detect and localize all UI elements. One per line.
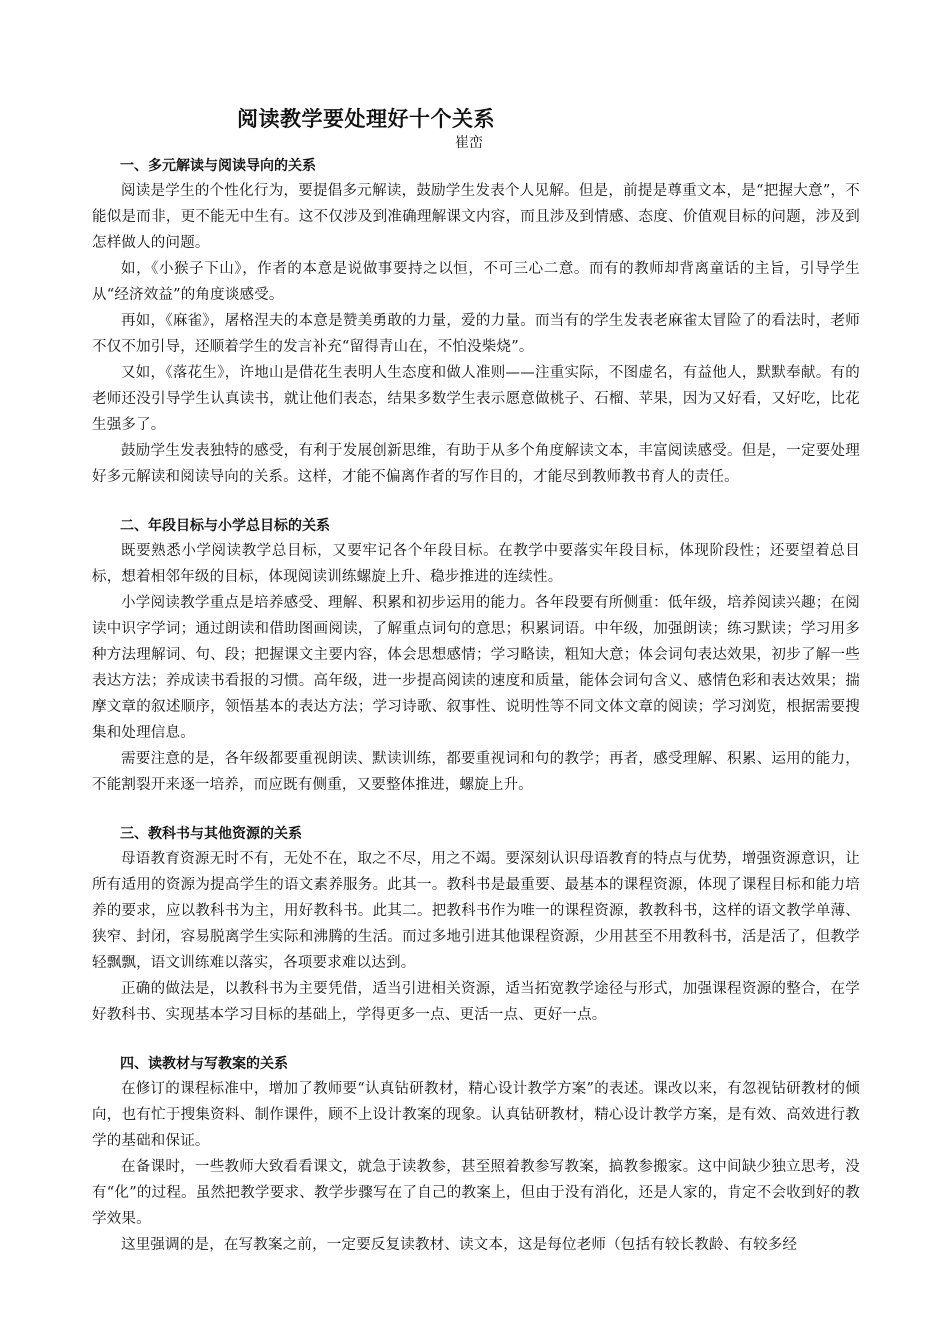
section-1 xyxy=(92,154,860,490)
section-4 xyxy=(92,1052,860,1258)
document-title: 阅读教学要处理好十个关系 xyxy=(237,107,495,131)
paragraph: 在修订的课程标准中，增加了教师要“认真钻研教材，精心设计教学方案”的表述。课改以来，有忽视钻研教材的倾向，也有忙于搜集资料、制作课件，顾不上设计教案的现象。认真钻研教材，精心设计教学方案，是有效、高效进行教学的基础和保证。 xyxy=(92,1081,860,1149)
paragraph: 鼓励学生发表独特的感受，有利于发展创新思维，有助于从多个角度解读文本，丰富阅读感受。但是，一定要处理好多元解读和阅读导向的关系。这样，才能不偏离作者的写作目的，才能尽到教师教书育人的责任。 xyxy=(92,443,860,485)
paragraph: 阅读是学生的个性化行为，要提倡多元解读，鼓励学生发表个人见解。但是，前提是尊重文本，是“把握大意”，不能似是而非，更不能无中生有。这不仅涉及到准确理解课文内容，而且涉及到情感、态度、价值观目标的问题，涉及到怎样做人的问题。 xyxy=(92,183,860,251)
paragraph: 需要注意的是，各年级都要重视朗读、默读训练，都要重视词和句的教学；再者，感受理解、积累、运用的能力，不能割裂开来逐一培养，而应既有侧重，又要整体推进，螺旋上升。 xyxy=(92,751,860,793)
paragraph: 又如，《落花生》，许地山是借花生表明人生态度和做人准则——注重实际，不图虚名，有益他人，默默奉献。有的老师还没引导学生认真读书，就让他们表态，结果多数学生表示愿意做桃子、石榴、苹果，因为又好看，又好吃，比花生强多了。 xyxy=(92,365,860,433)
paragraph: 再如，《麻雀》，屠格涅夫的本意是赞美勇敢的力量，爱的力量。而当有的学生发表老麻雀太冒险了的看法时，老师不仅不加引导，还顺着学生的发言补充“留得青山在，不怕没柴烧”。 xyxy=(92,313,860,355)
paragraph: 正确的做法是，以教科书为主要凭借，适当引进相关资源，适当拓宽教学途径与形式，加强课程资源的整合，在学好教科书、实现基本学习目标的基础上，学得更多一点、更活一点、更好一点。 xyxy=(92,981,860,1023)
section-heading: 三、教科书与其他资源的关系 xyxy=(120,826,302,842)
document-author: 崔峦 xyxy=(455,135,483,151)
section-heading: 四、读教材与写教案的关系 xyxy=(120,1056,288,1072)
section-heading: 一、多元解读与阅读导向的关系 xyxy=(120,158,316,174)
document-page xyxy=(92,104,860,1258)
paragraph: 小学阅读教学重点是培养感受、理解、积累和初步运用的能力。各年段要有所侧重：低年级，培养阅读兴趣；在阅读中识字学词；通过朗读和借助图画阅读，了解重点词句的意思；积累词语。中年级，加强朗读；练习默读；学习用多种方法理解词、句、段；把握课文主要内容，体会思想感情；学习略读，粗知大意；体会词句表达效果，初步了解一些表达方法；养成读书看报的习惯。高年级，进一步提高阅读的速度和质量，能体会词句含义、感情色彩和表达效果；揣摩文章的叙述顺序，领悟基本的表达方法；学习诗歌、叙事性、说明性等不同文体文章的阅读；学习浏览，根据需要搜集和处理信息。 xyxy=(92,595,860,741)
section-heading: 二、年段目标与小学总目标的关系 xyxy=(120,518,330,534)
paragraph: 在备课时，一些教师大致看看课文，就急于读教参，甚至照着教参写教案，搞教参搬家。这中间缺少独立思考，没有“化”的过程。虽然把教学要求、教学步骤写在了自己的教案上，但由于没有消化，还是人家的，肯定不会收到好的教学效果。 xyxy=(92,1159,860,1227)
paragraph: 如，《小猴子下山》，作者的本意是说做事要持之以恒，不可三心二意。而有的教师却背离童话的主旨，引导学生从“经济效益”的角度谈感受。 xyxy=(92,261,860,303)
section-3 xyxy=(92,822,860,1028)
paragraph: 这里强调的是，在写教案之前，一定要反复读教材、读文本，这是每位老师（包括有较长教龄、有较多经 xyxy=(121,1237,798,1253)
paragraph: 既要熟悉小学阅读教学总目标，又要牢记各个年段目标。在教学中要落实年段目标，体现阶段性；还要望着总目标，想着相邻年级的目标，体现阅读训练螺旋上升、稳步推进的连续性。 xyxy=(92,543,860,585)
section-2 xyxy=(92,514,860,798)
paragraph: 母语教育资源无时不有，无处不在，取之不尽，用之不竭。要深刻认识母语教育的特点与优势，增强资源意识，让所有适用的资源为提高学生的语文素养服务。此其一。教科书是最重要、最基本的课程资源，体现了课程目标和能力培养的要求，应以教科书为主，用好教科书。此其二。把教科书作为唯一的课程资源，教教科书，这样的语文教学单薄、狭窄、封闭，容易脱离学生实际和沸腾的生活。而过多地引进其他课程资源，少用甚至不用教科书，活是活了，但教学轻飘飘，语文训练难以落实，各项要求难以达到。 xyxy=(92,851,860,971)
